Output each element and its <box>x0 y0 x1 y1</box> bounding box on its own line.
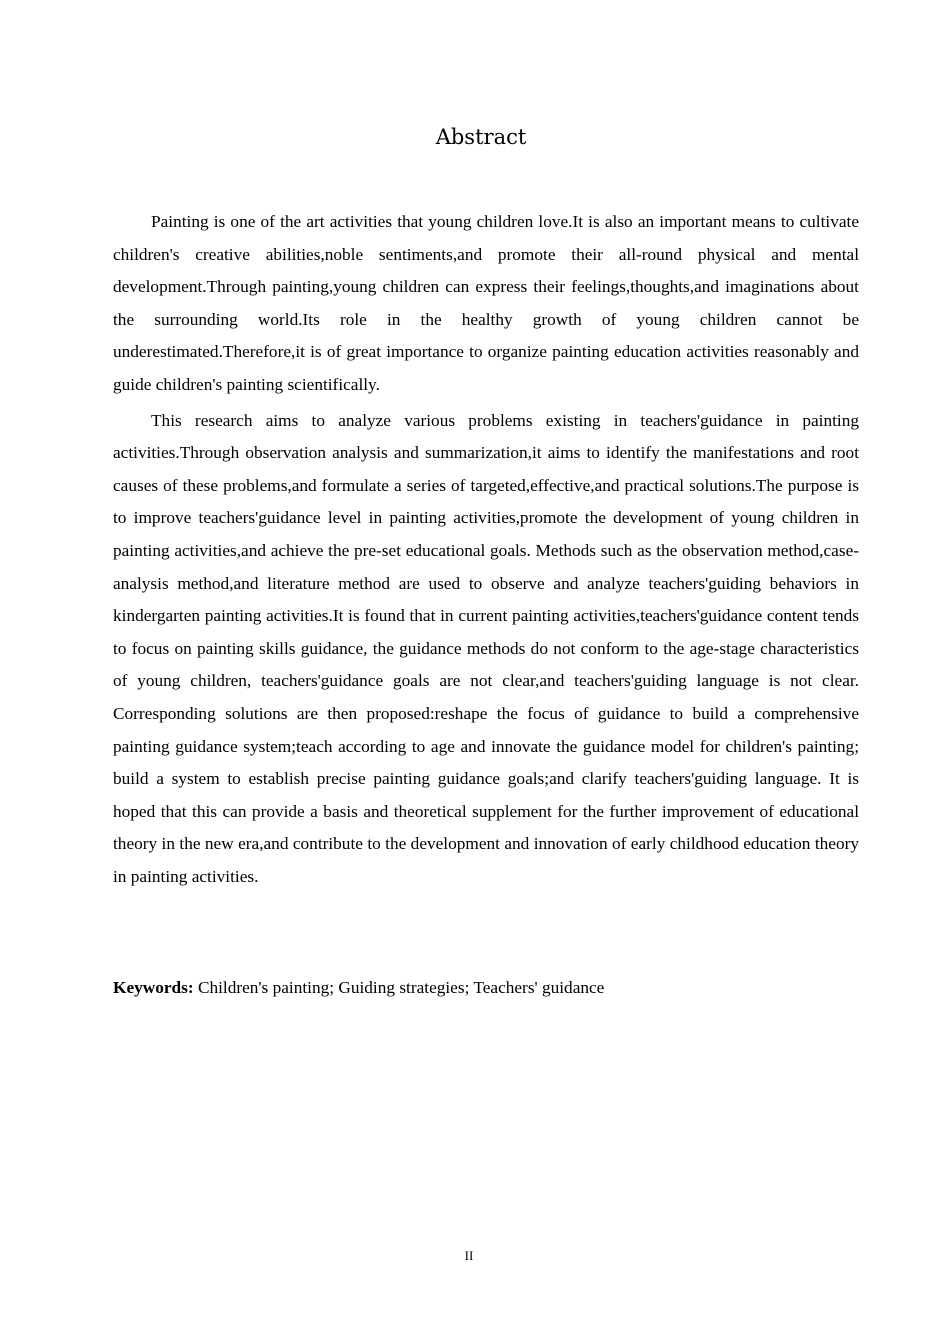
page-number: II <box>464 1248 474 1263</box>
abstract-paragraph-2: This research aims to analyze various problems existing in teachers'guidance in painting activities.Through observation analysis and summarization,it aims to identify the manifestations and root causes of these problems,and formulate a series of targeted,effective,and practical solutions.The purpose is to improve teachers'guidance level in painting activities,promote the development of young children in painting activities,and achieve the pre-set educational goals. Methods such as the observation method,case-analysis method,and literature method are used to observe and analyze teachers'guiding behaviors in kindergarten painting activities.It is found that in current painting activities,teachers'guidance content tends to focus on painting skills guidance, the guidance methods do not conform to the age-stage characteristics of young children, teachers'guidance goals are not clear,and teachers'guiding language is not clear. Corresponding solutions are then proposed:reshape the focus of guidance to build a comprehensive painting guidance system;teach according to age and innovate the guidance model for children's painting; build a system to establish precise painting guidance goals;and clarify teachers'guiding language. It is hoped that this can provide a basis and theoretical supplement for the further improvement of educational theory in the new era,and contribute to the development and innovation of early childhood education theory in painting activities. <box>113 410 859 886</box>
abstract-title: Abstract <box>435 125 527 149</box>
keywords-label: Keywords: <box>113 978 194 997</box>
abstract-paragraph-1: Painting is one of the art activities that young children love.It is also an important means to cultivate children's creative abilities,noble sentiments,and promote their all-round physical and mental development.Through painting,young children can express their feelings,thoughts,and imaginations about the surrounding world.Its role in the healthy growth of young children cannot be underestimated.Therefore,it is of great importance to organize painting education activities reasonably and guide children's painting scientifically. <box>113 212 859 394</box>
keywords-value: Children's painting; Guiding strategies; Teachers' guidance <box>193 978 605 997</box>
abstract-body <box>113 206 859 893</box>
keywords-line <box>113 975 604 1001</box>
